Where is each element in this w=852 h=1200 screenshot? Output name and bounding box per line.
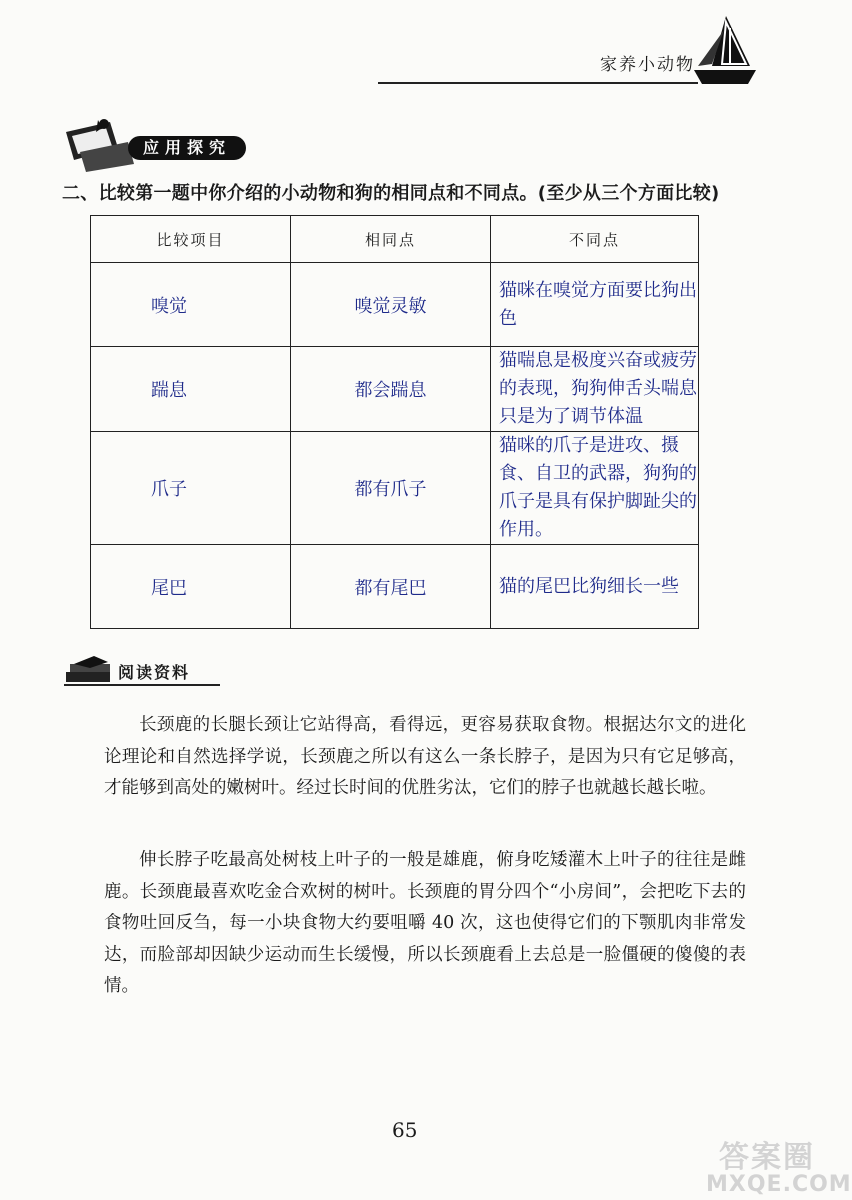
table-row — [91, 545, 699, 629]
table-row — [91, 347, 699, 432]
watermark-line2: MXQE.COM — [706, 1172, 852, 1197]
section-label: 应用探究 — [128, 136, 246, 160]
same-cell: 都有爪子 — [291, 432, 491, 545]
item-cell: 踹息 — [91, 347, 291, 432]
same-cell: 都会踹息 — [291, 347, 491, 432]
reading-title-underline — [64, 684, 220, 686]
header-diff: 不同点 — [491, 216, 699, 263]
same-cell: 嗅觉灵敏 — [291, 263, 491, 347]
question-text: 二、比较第一题中你介绍的小动物和狗的相同点和不同点。(至少从三个方面比较) — [62, 183, 720, 204]
header-same: 相同点 — [291, 216, 491, 263]
header-item: 比较项目 — [91, 216, 291, 263]
item-cell: 嗅觉 — [91, 263, 291, 347]
header-rule — [378, 82, 698, 84]
item-cell: 尾巴 — [91, 545, 291, 629]
diff-cell: 猫咪在嗅觉方面要比狗出色 — [491, 263, 699, 347]
comparison-table — [90, 215, 699, 629]
reading-paragraph: 伸长脖子吃最高处树枝上叶子的一般是雄鹿，俯身吃矮灌木上叶子的往往是雌鹿。长颈鹿最喜欢吃金合欢树的树叶。长颈鹿的胃分四个“小房间”，会把吃下去的食物吐回反刍，每一小块食物大约要咀嚼 40 次，这也使得它们的下颚肌肉非常发达，而脸部却因缺少运动而生长缓慢，所以长颈鹿看上去总是一脸僵硬的傻傻的表情。 — [104, 850, 746, 996]
reading-paragraph: 长颈鹿的长腿长颈让它站得高，看得远，更容易获取食物。根据达尔文的进化论理论和自然选择学说，长颈鹿之所以有这么一条长脖子，是因为只有它足够高，才能够到高处的嫩树叶。经过长时间的优胜劣汰，它们的脖子也就越长越长啦。 — [104, 715, 746, 798]
diff-cell: 猫喘息是极度兴奋或疲劳的表现，狗狗伸舌头喘息只是为了调节体温 — [491, 347, 699, 432]
table-row — [91, 263, 699, 347]
header-title: 家养小动物 — [600, 55, 695, 75]
table-row — [91, 432, 699, 545]
sailboat-icon — [690, 14, 760, 86]
same-cell: 都有尾巴 — [291, 545, 491, 629]
page-number: 65 — [392, 1118, 418, 1142]
watermark — [706, 1132, 852, 1197]
item-cell: 爪子 — [91, 432, 291, 545]
watermark-line1: 答案圈 — [719, 1140, 815, 1175]
reading-title: 阅读资料 — [118, 663, 191, 682]
book-stack-icon — [64, 654, 116, 686]
diff-cell: 猫咪的爪子是进攻、摄食、自卫的武器，狗狗的爪子是具有保护脚趾尖的作用。 — [491, 432, 699, 545]
table-header-row — [91, 216, 699, 263]
diff-cell: 猫的尾巴比狗细长一些 — [491, 545, 699, 629]
